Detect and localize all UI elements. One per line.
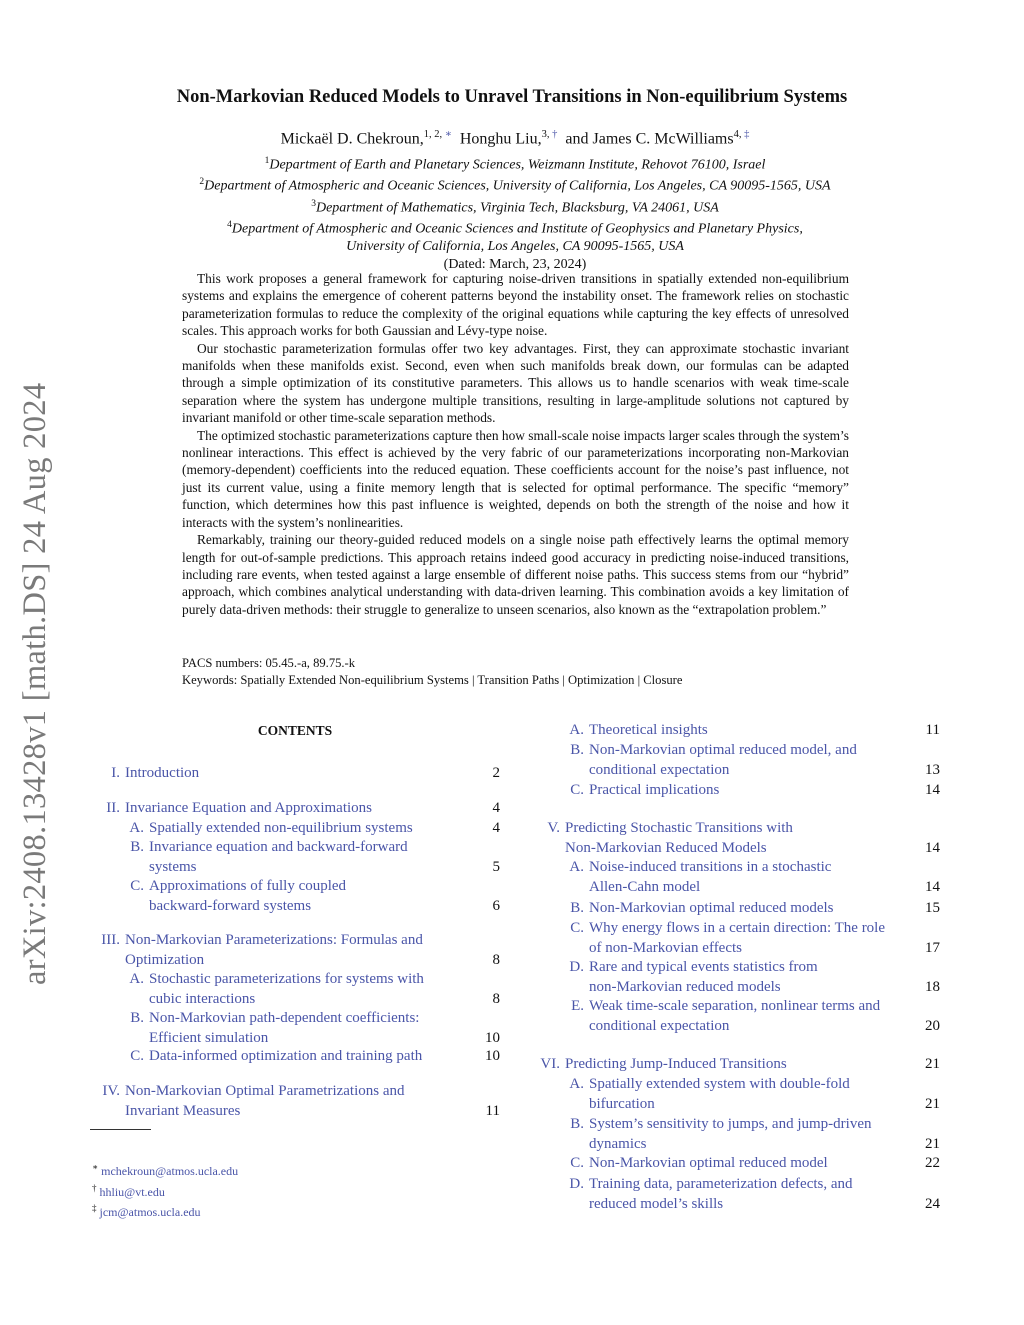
toc-label: Non-Markovian Optimal Parametrizations and (125, 1083, 405, 1099)
toc-label: Stochastic parameterizations for systems with (149, 971, 424, 987)
toc-label: Spatially extended system with double-fold (589, 1076, 850, 1092)
toc-number: A. (569, 859, 584, 875)
toc-page-number: 18 (925, 978, 940, 995)
toc-number: D. (569, 1176, 584, 1192)
abstract-paragraph: The optimized stochastic parameterizations capture then how small-scale noise impacts larger scales through the system’s nonlinear interactions. This effect is achieved by the very fabric of our parameterizations incorporating non-Markovian (memory-dependent) coefficients into the reduced equation. These coefficients account for the noise’s past influence, not just its current value, using a finite memory length that is selected for optimal performance. The specific “memory” function, which determines how this past influence is weighted, depends on both the strength of the noise and how it interacts with the system’s nonlinearities. (182, 427, 849, 530)
toc-page-number: 2 (492, 765, 500, 781)
email-link[interactable]: hhliu@vt.edu (99, 1184, 165, 1199)
author-name: James C. McWilliams (592, 130, 734, 148)
affiliation: $^3$Department of Mathematics, Virginia Tech, Blacksburg, VA 24061, USA (311, 198, 719, 216)
toc-label: Practical implications (589, 782, 720, 798)
toc-label: Non-Markovian path-dependent coefficients: (149, 1010, 420, 1026)
toc-label: Data-informed optimization and training path (149, 1048, 423, 1064)
toc-page-number: 20 (925, 1017, 940, 1034)
toc-number: VI. (540, 1056, 560, 1072)
toc-number: E. (571, 998, 584, 1014)
toc-label: systems (149, 858, 197, 875)
toc-label: System’s sensitivity to jumps, and jump-driven (589, 1116, 872, 1132)
author-name: Honghu Liu, (459, 130, 542, 148)
toc-label: Weak time-scale separation, nonlinear terms and (589, 998, 881, 1014)
toc-number: B. (570, 1116, 584, 1132)
toc-label: conditional expectation (589, 761, 730, 778)
toc-page-number: 10 (485, 1029, 500, 1046)
toc-label: Non-Markovian Reduced Models (565, 839, 767, 856)
toc-number: I. (111, 765, 120, 781)
author-affil: 1, 2, (423, 129, 443, 140)
abstract-paragraph: Remarkably, training our theory-guided reduced models on a single noise path effectively learns the optimal memory length for out-of-sample predictions. This approach retains indeed good accuracy in predicting noise-induced transitions, including rare events, when tested against a large ensemble of different noise paths. This success stems from our “hybrid” approach, which combines analytical understanding with data-driven learning. This combination avoids a key limitation of purely data-driven methods: their struggle to generalize to unseen scenarios, also known as the “extrapolation problem.” (182, 532, 849, 617)
footnote: ‡ jcm@atmos.ucla.edu (92, 1203, 201, 1220)
abstract-paragraph: Our stochastic parameterization formulas offer two key advantages. First, they can approximate stochastic invariant manifolds when these manifolds exist. Second, even when such manifolds break down, our formulas can be adapted through a simple optimization of its constitutive parameters. This allows us to handle scenarios with weak time-scale separation where the system has undergone multiple transitions, resulting in large-amplitude solutions not captured by invariant manifold or other time-scale separation methods. (182, 340, 849, 426)
toc-number: A. (129, 971, 144, 987)
toc-label: Why energy flows in a certain direction: The role (589, 920, 886, 936)
toc-label: Allen-Cahn model (589, 878, 701, 895)
toc-page-number: 8 (492, 951, 500, 968)
toc-number: A. (569, 722, 584, 738)
toc-label: Noise-induced transitions in a stochastic (589, 859, 832, 875)
author-conjunction: and (565, 130, 589, 148)
toc-label: Non-Markovian optimal reduced model (589, 1155, 828, 1171)
footnote-link[interactable]: ∗ (444, 129, 452, 140)
toc-page-number: 21 (925, 1135, 940, 1152)
toc-label: reduced model’s skills (589, 1195, 724, 1212)
toc-number: III. (101, 932, 120, 948)
toc-label: non-Markovian reduced models (589, 978, 781, 995)
footnote-rule (90, 1129, 151, 1130)
toc-label: Predicting Stochastic Transitions with (565, 820, 793, 836)
toc-page-number: 6 (492, 897, 500, 914)
toc-label: Rare and typical events statistics from (589, 959, 818, 975)
toc-page-number: 21 (925, 1056, 940, 1072)
toc-label: Approximations of fully coupled (149, 878, 347, 894)
contents-heading: CONTENTS (257, 723, 333, 738)
affiliation: University of California, Los Angeles, CA 90095-1565, USA (346, 239, 684, 255)
affiliation: $^2$Department of Atmospheric and Oceanic Sciences, University of California, Los Angeles, CA 90095-1565, USA (199, 177, 831, 195)
toc-number: C. (570, 920, 584, 936)
keywords: Keywords: Spatially Extended Non-equilibrium Systems | Transition Paths | Optimization | Closure (182, 673, 683, 687)
toc-label: Invariance Equation and Approximations (125, 800, 373, 816)
toc-label: dynamics (589, 1135, 647, 1152)
abstract-paragraph: This work proposes a general framework for capturing noise-driven transitions in spatially extended non-equilibrium systems and explains the emergence of coherent patterns beyond the instability onset. The framework relies on stochastic parameterization formulas to reduce the complexity of the original equations while capturing the key effects of unresolved scales. This approach works for both Gaussian and Lévy-type noise. (182, 271, 849, 339)
toc-number: C. (570, 782, 584, 798)
toc-page-number: 8 (492, 990, 500, 1007)
toc-label: Invariant Measures (125, 1102, 241, 1119)
toc-page-number: 4 (492, 820, 500, 836)
footnote: ∗ mchekroun@atmos.ucla.edu (92, 1162, 239, 1178)
toc-number: B. (130, 839, 144, 855)
toc-page-number: 4 (492, 800, 500, 816)
toc-page-number: 14 (925, 878, 940, 895)
toc-label: Non-Markovian Parameterizations: Formulas and (125, 932, 423, 948)
toc-number: V. (547, 820, 560, 836)
toc-page-number: 14 (925, 839, 940, 856)
toc-label: bifurcation (589, 1095, 655, 1112)
date-line: (Dated: March, 23, 2024) (443, 257, 587, 273)
toc-number: C. (130, 878, 144, 894)
pacs-numbers: PACS numbers: 05.45.-a, 89.75.-k (182, 656, 356, 670)
affiliation: $^4$Department of Atmospheric and Oceanic Sciences and Institute of Geophysics and Planetary Physics, (227, 220, 803, 237)
toc-page-number: 11 (925, 722, 940, 738)
author-affil: 3, (541, 129, 550, 140)
toc-number: II. (106, 800, 120, 816)
toc-page-number: 14 (925, 782, 940, 798)
toc-page-number: 13 (925, 761, 940, 778)
toc-label: Non-Markovian optimal reduced models (589, 900, 834, 916)
toc-label: cubic interactions (149, 990, 256, 1007)
toc-number: B. (130, 1010, 144, 1026)
paper-title: Non-Markovian Reduced Models to Unravel Transitions in Non-equilibrium Systems (176, 87, 848, 107)
abstract (182, 270, 849, 618)
email-link[interactable]: mchekroun@atmos.ucla.edu (101, 1164, 239, 1178)
classification (182, 655, 862, 689)
toc-number: A. (129, 820, 144, 836)
toc-label: Invariance equation and backward-forward (149, 839, 408, 855)
toc-label: backward-forward systems (149, 897, 312, 914)
toc-label: Introduction (125, 765, 200, 781)
toc-label: Predicting Jump-Induced Transitions (565, 1056, 787, 1072)
toc-number: B. (570, 900, 584, 916)
toc-page-number: 5 (492, 858, 500, 875)
toc-page-number: 21 (925, 1095, 940, 1112)
toc-page-number: 11 (485, 1102, 500, 1119)
toc-label: conditional expectation (589, 1017, 730, 1034)
toc-number: C. (570, 1155, 584, 1171)
toc-label: Theoretical insights (589, 722, 708, 738)
author-list (0, 128, 1024, 148)
toc-label: Non-Markovian optimal reduced model, and (589, 742, 857, 758)
toc-page-number: 17 (925, 939, 940, 956)
toc-number: IV. (102, 1083, 120, 1099)
toc-page-number: 15 (925, 900, 940, 916)
author-affil: 4, (733, 129, 742, 140)
footnote-link[interactable]: † (552, 129, 558, 140)
toc-label: Efficient simulation (149, 1029, 269, 1046)
toc-label: Spatially extended non-equilibrium systems (149, 820, 413, 836)
toc-number: B. (570, 742, 584, 758)
footnote-link[interactable]: ‡ (744, 129, 750, 140)
toc-number: C. (130, 1048, 144, 1064)
toc-page-number: 24 (925, 1195, 940, 1212)
footnote: † hhliu@vt.edu (92, 1182, 165, 1199)
toc-label: Optimization (125, 951, 205, 968)
toc-page-number: 22 (925, 1155, 940, 1171)
email-link[interactable]: jcm@atmos.ucla.edu (99, 1205, 201, 1220)
author-name: Mickaël D. Chekroun, (280, 130, 424, 148)
affiliations (0, 153, 1024, 274)
toc-number: A. (569, 1076, 584, 1092)
affiliation: $^1$Department of Earth and Planetary Sciences, Weizmann Institute, Rehovot 76100, Israel (264, 156, 766, 173)
toc-page-number: 10 (485, 1048, 500, 1064)
toc-number: D. (569, 959, 584, 975)
arxiv-side-identifier: arXiv:2408.13428v1 [math.DS] 24 Aug 2024 (17, 382, 53, 985)
toc-label: of non-Markovian effects (589, 939, 743, 956)
toc-label: Training data, parameterization defects, and (589, 1176, 853, 1192)
footnotes (92, 1159, 238, 1221)
